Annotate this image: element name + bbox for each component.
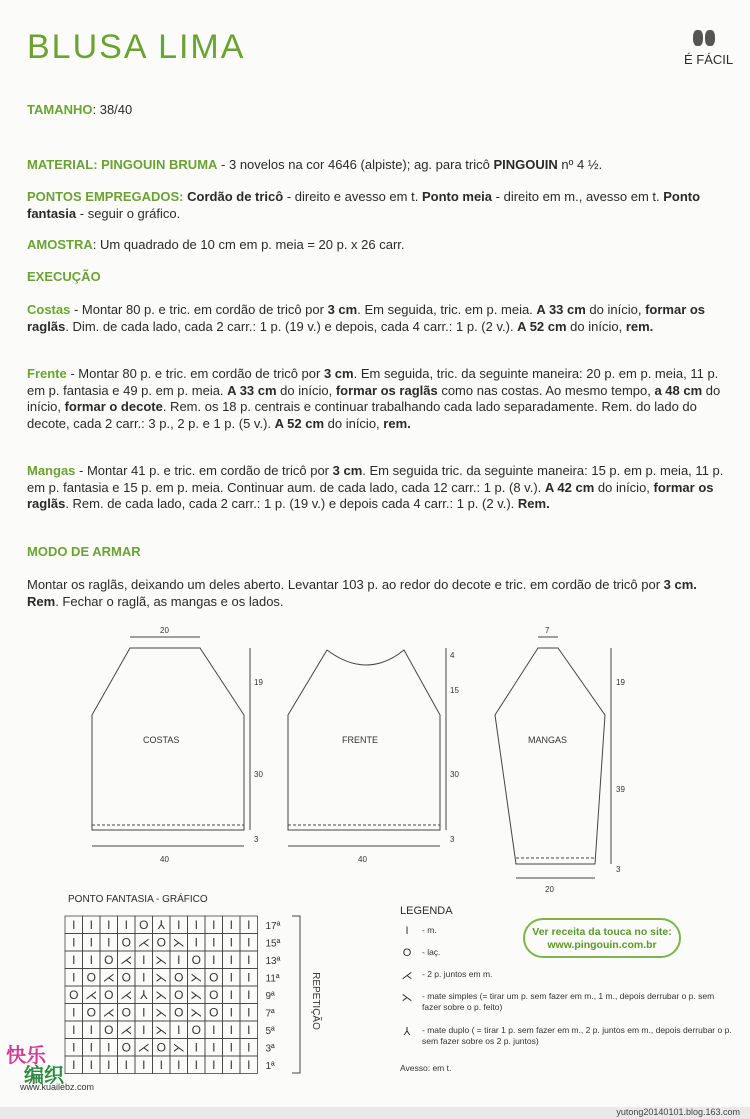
chart-symbol: I <box>72 953 76 967</box>
chart-symbol: O <box>174 970 184 985</box>
chart-symbol: I <box>124 1058 128 1072</box>
chart-symbol: O <box>156 935 166 950</box>
chart-symbol: I <box>212 935 216 950</box>
chart-symbol: I <box>247 918 251 932</box>
costas-d2: 30 <box>254 770 263 779</box>
chart-symbol: O <box>156 1040 166 1055</box>
material-line: MATERIAL: PINGOUIN BRUMA - 3 novelos na cor 4646 (alpiste); ag. para tricô PINGOUIN nº 4 ½. <box>27 157 603 172</box>
chart-symbol: I <box>212 1040 216 1055</box>
chart-symbol: O <box>86 1005 96 1020</box>
modo-heading: MODO DE ARMAR <box>27 544 141 559</box>
chart-symbol: I <box>72 918 76 932</box>
chart-symbol: I <box>212 1058 216 1072</box>
chart-symbol: ⋋ <box>190 988 203 1002</box>
chart-symbol: I <box>247 988 251 1002</box>
execucao-heading: EXECUÇÃO <box>27 269 101 284</box>
chart-symbol: I <box>89 1040 93 1055</box>
frente-d1: 15 <box>450 686 459 695</box>
chart-symbol: I <box>72 1040 76 1055</box>
amostra-line: AMOSTRA: Um quadrado de 10 cm em p. meia = 20 p. x 26 carr. <box>27 237 405 252</box>
chart-row-label: 1ª <box>265 1061 275 1072</box>
chart-symbol: I <box>177 953 181 967</box>
chart-symbol: I <box>247 953 251 967</box>
chart-symbol: ⋌ <box>102 1005 115 1020</box>
chart-symbol: ⋌ <box>120 988 133 1002</box>
chart-symbol: I <box>177 1023 181 1037</box>
chart-symbol: I <box>247 1023 251 1037</box>
mangas-bottom: 20 <box>545 885 554 894</box>
chart-symbol: ⋋ <box>190 970 203 985</box>
mangas-d1: 19 <box>616 678 625 687</box>
chart-symbol: I <box>229 935 233 950</box>
tamanho-value: 38/40 <box>99 102 133 117</box>
chart-symbol: I <box>89 935 93 950</box>
chart-symbol: I <box>72 970 76 985</box>
chart-symbol: ⋌ <box>120 953 133 967</box>
chart-symbol: O <box>121 970 131 985</box>
chart-symbol: I <box>107 918 111 932</box>
chart-symbol: O <box>191 953 201 967</box>
schematic-diagrams <box>0 620 750 900</box>
watermark-logo: 快乐 编织 www.kuailebz.com <box>6 1043 95 1092</box>
chart-row-label: 15ª <box>265 938 281 950</box>
chart-symbol: ⋌ <box>102 970 115 985</box>
chart-symbol: O <box>121 1040 131 1055</box>
chart-symbol: ⋋ <box>155 1023 168 1037</box>
legend-title: LEGENDA <box>400 905 453 917</box>
chart-symbol: I <box>177 1058 181 1072</box>
pingouin-url[interactable]: www.pingouin.com.br <box>547 939 657 951</box>
frente-d3: 3 <box>450 835 455 844</box>
chart-symbol: I <box>212 953 216 967</box>
chart-symbol: ⋋ <box>172 935 185 950</box>
chart-symbol: O <box>86 970 96 985</box>
repeticao-label: REPETIÇÃO <box>310 972 321 1030</box>
chart-symbol: I <box>72 935 76 950</box>
chart-symbol: O <box>209 988 219 1002</box>
chart-symbol: I <box>229 970 233 985</box>
chart-symbol: I <box>72 1058 76 1072</box>
chart-row-label: 9ª <box>265 991 275 1002</box>
chart-symbol: O <box>191 1023 201 1037</box>
frente-d0: 4 <box>450 651 455 660</box>
chart-symbol: I <box>72 1005 76 1020</box>
costas-d1: 19 <box>254 678 263 687</box>
chart-symbol: I <box>142 1005 146 1020</box>
chart-symbol: I <box>229 918 233 932</box>
tamanho-line: TAMANHO: 38/40 <box>27 102 133 117</box>
chart-symbol: O <box>209 1005 219 1020</box>
footer: yutong20140101.blog.163.com <box>0 1107 750 1119</box>
chart-symbol: I <box>247 935 251 950</box>
frente-label: FRENTE <box>342 735 378 745</box>
chart-symbol: I <box>247 1040 251 1055</box>
costas-bottom: 40 <box>160 855 169 864</box>
chart-symbol: ⋌ <box>137 1040 150 1055</box>
chart-symbol: O <box>121 935 131 950</box>
chart-symbol: I <box>142 1058 146 1072</box>
chart-symbol: O <box>174 988 184 1002</box>
chart-row-label: 3ª <box>265 1043 275 1055</box>
mangas-paragraph: Mangas - Montar 41 p. e tric. em cordão de tricô por 3 cm. Em seguida tric. da seguinte maneira: 15 p. em p. meia, 11 p. em p. fantasia e 15 p. em p. meia. Continuar aum. de cada lado, cada 12 carr.: 1 p. (8 v.). A 42 cm do início, formar os raglãs. Rem. de cada lado, cada 2 carr.: 1 p. (19 v.) e depois cada 4 carr.: 1 p. (2 v.). Rem. <box>27 463 724 511</box>
chart-symbol: ⅄ <box>140 988 148 1002</box>
chart-symbol: I <box>89 1058 93 1072</box>
chart-symbol: I <box>89 953 93 967</box>
modo-paragraph: Montar os raglãs, deixando um deles aberto. Levantar 103 p. ao redor do decote e tric. em cordão de tricô por 3 cm. Rem. Fechar o raglã, as mangas e os lados. <box>27 577 697 609</box>
chart-symbol: O <box>174 1005 184 1020</box>
yarn-balls-icon <box>684 30 724 46</box>
costas-label: COSTAS <box>143 735 180 745</box>
chart-symbol: I <box>142 970 146 985</box>
repeat-bracket <box>292 916 300 1073</box>
chart-row-label: 5ª <box>265 1026 275 1037</box>
chart-row-label: 11ª <box>265 973 280 985</box>
chart-symbol: I <box>89 918 93 932</box>
mangas-label: MANGAS <box>528 735 568 745</box>
chart-symbol: ⋋ <box>155 1005 168 1020</box>
chart-symbol: ⋋ <box>155 970 168 985</box>
chart-symbol: ⋌ <box>120 1023 133 1037</box>
chart-row-label: 7ª <box>265 1008 275 1020</box>
chart-symbol: I <box>247 1058 251 1072</box>
chart-symbol: ⋋ <box>155 988 168 1002</box>
chart-symbol: I <box>212 1023 216 1037</box>
chart-symbol: I <box>229 988 233 1002</box>
chart-symbol: O <box>209 970 219 985</box>
chart-symbol: ⋌ <box>85 988 98 1002</box>
chart-symbol: I <box>142 953 146 967</box>
chart-symbol: I <box>107 935 111 950</box>
difficulty-badge <box>684 30 734 67</box>
chart-symbol: ⋋ <box>155 953 168 967</box>
chart-symbol: I <box>247 970 251 985</box>
mangas-d2: 39 <box>616 785 625 794</box>
chart-symbol: O <box>104 988 114 1002</box>
chart-symbol: I <box>194 935 198 950</box>
chart-symbol: I <box>194 1040 198 1055</box>
mangas-shape <box>495 648 605 864</box>
chart-symbol: O <box>69 988 79 1002</box>
costas-paragraph: Costas - Montar 80 p. e tric. em cordão de tricô por 3 cm. Em seguida, tric. em p. meia. A 33 cm do início, formar os raglãs. Dim. de cada lado, cada 2 carr.: 1 p. (19 v.) e depois, cada 4 carr.: 1 p. (2 v.). A 52 cm do início, rem. <box>27 302 706 334</box>
frente-paragraph: Frente - Montar 80 p. e tric. em cordão de tricô por 3 cm. Em seguida, tric. da seguinte maneira: 20 p. em p. meia, 11 p. em p. fantasia e 49 p. em p. meia. A 33 cm do início, formar os raglãs como nas costas. Ao mesmo tempo, a 48 cm do início, formar o decote. Rem. os 18 p. centrais e continuar trabalhando cada lado separadamente. Rem. do lado do decote, cada 2 carr.: 3 p., 2 p. e 1 p. (5 v.). A 52 cm do início, rem. <box>27 366 721 431</box>
chart-symbol: ⋋ <box>190 1005 203 1020</box>
chart-symbol: I <box>177 918 181 932</box>
chart-symbol: I <box>89 1023 93 1037</box>
chart-symbol: O <box>139 918 149 932</box>
chart-symbol: I <box>194 918 198 932</box>
chart-symbol: I <box>229 1023 233 1037</box>
touca-link-box[interactable]: Ver receita da touca no site: www.pingouin.com.br <box>523 918 681 958</box>
chart-symbol: ⋋ <box>172 1040 185 1055</box>
costas-top: 20 <box>160 626 169 635</box>
chart-row-label: 13ª <box>265 956 281 967</box>
chart-symbol: I <box>229 1005 233 1020</box>
chart-symbol: I <box>142 1023 146 1037</box>
frente-bottom: 40 <box>358 855 367 864</box>
chart-symbol: I <box>107 1040 111 1055</box>
chart-symbol: ⋌ <box>137 935 150 950</box>
chart-symbol: I <box>229 1040 233 1055</box>
chart-title: PONTO FANTASIA - GRÁFICO <box>68 894 208 905</box>
chart-symbol: I <box>229 953 233 967</box>
chart-symbol: I <box>247 1005 251 1020</box>
chart-symbol: O <box>104 953 114 967</box>
chart-symbol: I <box>159 1058 163 1072</box>
chart-symbol: I <box>212 918 216 932</box>
frente-d2: 30 <box>450 770 459 779</box>
chart-row-label: 17ª <box>265 921 281 932</box>
mangas-d3: 3 <box>616 865 621 874</box>
costas-d3: 3 <box>254 835 259 844</box>
page-title: BLUSA LIMA <box>27 28 246 66</box>
chart-symbol: I <box>229 1058 233 1072</box>
pontos-paragraph: PONTOS EMPREGADOS: Cordão de tricô - direito e avesso em t. Ponto meia - direito em m., avesso em t. Ponto fantasia - seguir o gráfico. <box>27 189 701 221</box>
chart-symbol: I <box>107 1058 111 1072</box>
chart-symbol: I <box>124 918 128 932</box>
chart-symbol: I <box>194 1058 198 1072</box>
chart-symbol: I <box>72 1023 76 1037</box>
chart-symbol: ⅄ <box>157 918 165 932</box>
chart-symbol: O <box>104 1023 114 1037</box>
difficulty-label: É FÁCIL <box>684 52 734 67</box>
legend: LEGENDA I - m. O - laç. ⋌ - 2 p. juntos em m. ⋋ - mate simples (= tirar um p. sem fazer em m., 1 m., depois derrubar o p. sem fazer sobre o p. feito) ⅄ - mate duplo ( = tirar 1 p. sem fazer em m., 2 p. juntos em m., depois derrubar o p. sem fazer sobre os 2 p. juntos) Avesso: em t. <box>400 905 732 1073</box>
mangas-top: 7 <box>545 626 550 635</box>
chart-symbol: O <box>121 1005 131 1020</box>
